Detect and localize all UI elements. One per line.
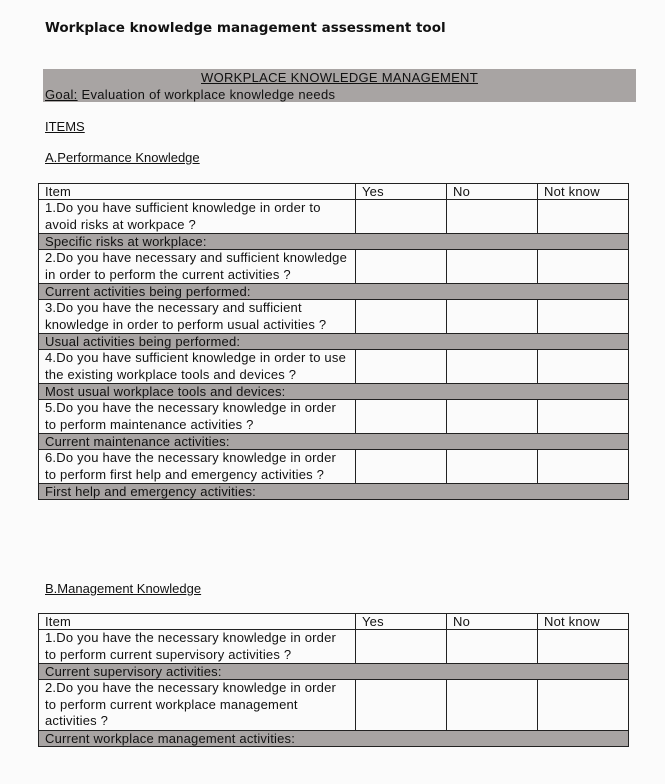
answer-not-know-cell[interactable] [538, 680, 629, 731]
question-row [39, 630, 629, 664]
note-text[interactable]: First help and emergency activities: [39, 484, 629, 500]
answer-no-cell[interactable] [447, 350, 538, 384]
note-row [39, 484, 629, 500]
column-header-yes: Yes [356, 614, 447, 630]
answer-yes-cell[interactable] [356, 400, 447, 434]
answer-not-know-cell[interactable] [538, 350, 629, 384]
table-header-row [39, 184, 629, 200]
column-header-not-know: Not know [538, 614, 629, 630]
column-header-no: No [447, 184, 538, 200]
header-banner [43, 69, 636, 102]
answer-not-know-cell[interactable] [538, 630, 629, 664]
note-row [39, 284, 629, 300]
answer-yes-cell[interactable] [356, 680, 447, 731]
document-title: Workplace knowledge management assessment tool [45, 20, 446, 36]
goal-text: Evaluation of workplace knowledge needs [77, 87, 336, 102]
column-header-no: No [447, 614, 538, 630]
question-row [39, 350, 629, 384]
question-row [39, 450, 629, 484]
note-row [39, 334, 629, 350]
table-header-row [39, 614, 629, 630]
goal-line [45, 87, 335, 102]
question-text: 1.Do you have sufficient knowledge in order to avoid risks at workpace ? [39, 200, 356, 234]
note-text[interactable]: Specific risks at workplace: [39, 234, 629, 250]
answer-no-cell[interactable] [447, 300, 538, 334]
question-text: 5.Do you have the necessary knowledge in order to perform maintenance activities ? [39, 400, 356, 434]
answer-yes-cell[interactable] [356, 630, 447, 664]
note-text[interactable]: Current maintenance activities: [39, 434, 629, 450]
answer-not-know-cell[interactable] [538, 300, 629, 334]
note-row [39, 434, 629, 450]
note-text[interactable]: Current supervisory activities: [39, 664, 629, 680]
answer-yes-cell[interactable] [356, 300, 447, 334]
answer-no-cell[interactable] [447, 250, 538, 284]
answer-no-cell[interactable] [447, 450, 538, 484]
question-row [39, 680, 629, 731]
note-text[interactable]: Current workplace management activities: [39, 730, 629, 746]
question-text: 2.Do you have necessary and sufficient knowledge in order to perform the current activities ? [39, 250, 356, 284]
note-row [39, 730, 629, 746]
note-text[interactable]: Most usual workplace tools and devices: [39, 384, 629, 400]
question-text: 1.Do you have the necessary knowledge in order to perform current supervisory activities ? [39, 630, 356, 664]
answer-not-know-cell[interactable] [538, 400, 629, 434]
answer-not-know-cell[interactable] [538, 200, 629, 234]
question-text: 3.Do you have the necessary and sufficient knowledge in order to perform usual activities ? [39, 300, 356, 334]
column-header-not-know: Not know [538, 184, 629, 200]
answer-no-cell[interactable] [447, 680, 538, 731]
note-row [39, 384, 629, 400]
answer-no-cell[interactable] [447, 630, 538, 664]
note-text[interactable]: Current activities being performed: [39, 284, 629, 300]
goal-label: Goal: [45, 87, 78, 102]
column-header-item: Item [39, 184, 356, 200]
question-text: 2.Do you have the necessary knowledge in order to perform current workplace management activities ? [39, 680, 356, 731]
question-row [39, 250, 629, 284]
section-a-heading: A.Performance Knowledge [45, 150, 200, 165]
question-text: 4.Do you have sufficient knowledge in order to use the existing workplace tools and devices ? [39, 350, 356, 384]
answer-yes-cell[interactable] [356, 200, 447, 234]
question-row [39, 200, 629, 234]
note-text[interactable]: Usual activities being performed: [39, 334, 629, 350]
question-row [39, 400, 629, 434]
answer-not-know-cell[interactable] [538, 450, 629, 484]
column-header-yes: Yes [356, 184, 447, 200]
answer-yes-cell[interactable] [356, 250, 447, 284]
banner-heading: WORKPLACE KNOWLEDGE MANAGEMENT [201, 70, 478, 85]
answer-no-cell[interactable] [447, 200, 538, 234]
question-text: 6.Do you have the necessary knowledge in order to perform first help and emergency activities ? [39, 450, 356, 484]
performance-knowledge-table [38, 183, 629, 500]
answer-not-know-cell[interactable] [538, 250, 629, 284]
items-label: ITEMS [45, 119, 85, 134]
section-b-heading: B.Management Knowledge [45, 581, 202, 596]
management-knowledge-table [38, 613, 629, 747]
answer-yes-cell[interactable] [356, 350, 447, 384]
answer-no-cell[interactable] [447, 400, 538, 434]
note-row [39, 234, 629, 250]
note-row [39, 664, 629, 680]
question-row [39, 300, 629, 334]
column-header-item: Item [39, 614, 356, 630]
answer-yes-cell[interactable] [356, 450, 447, 484]
